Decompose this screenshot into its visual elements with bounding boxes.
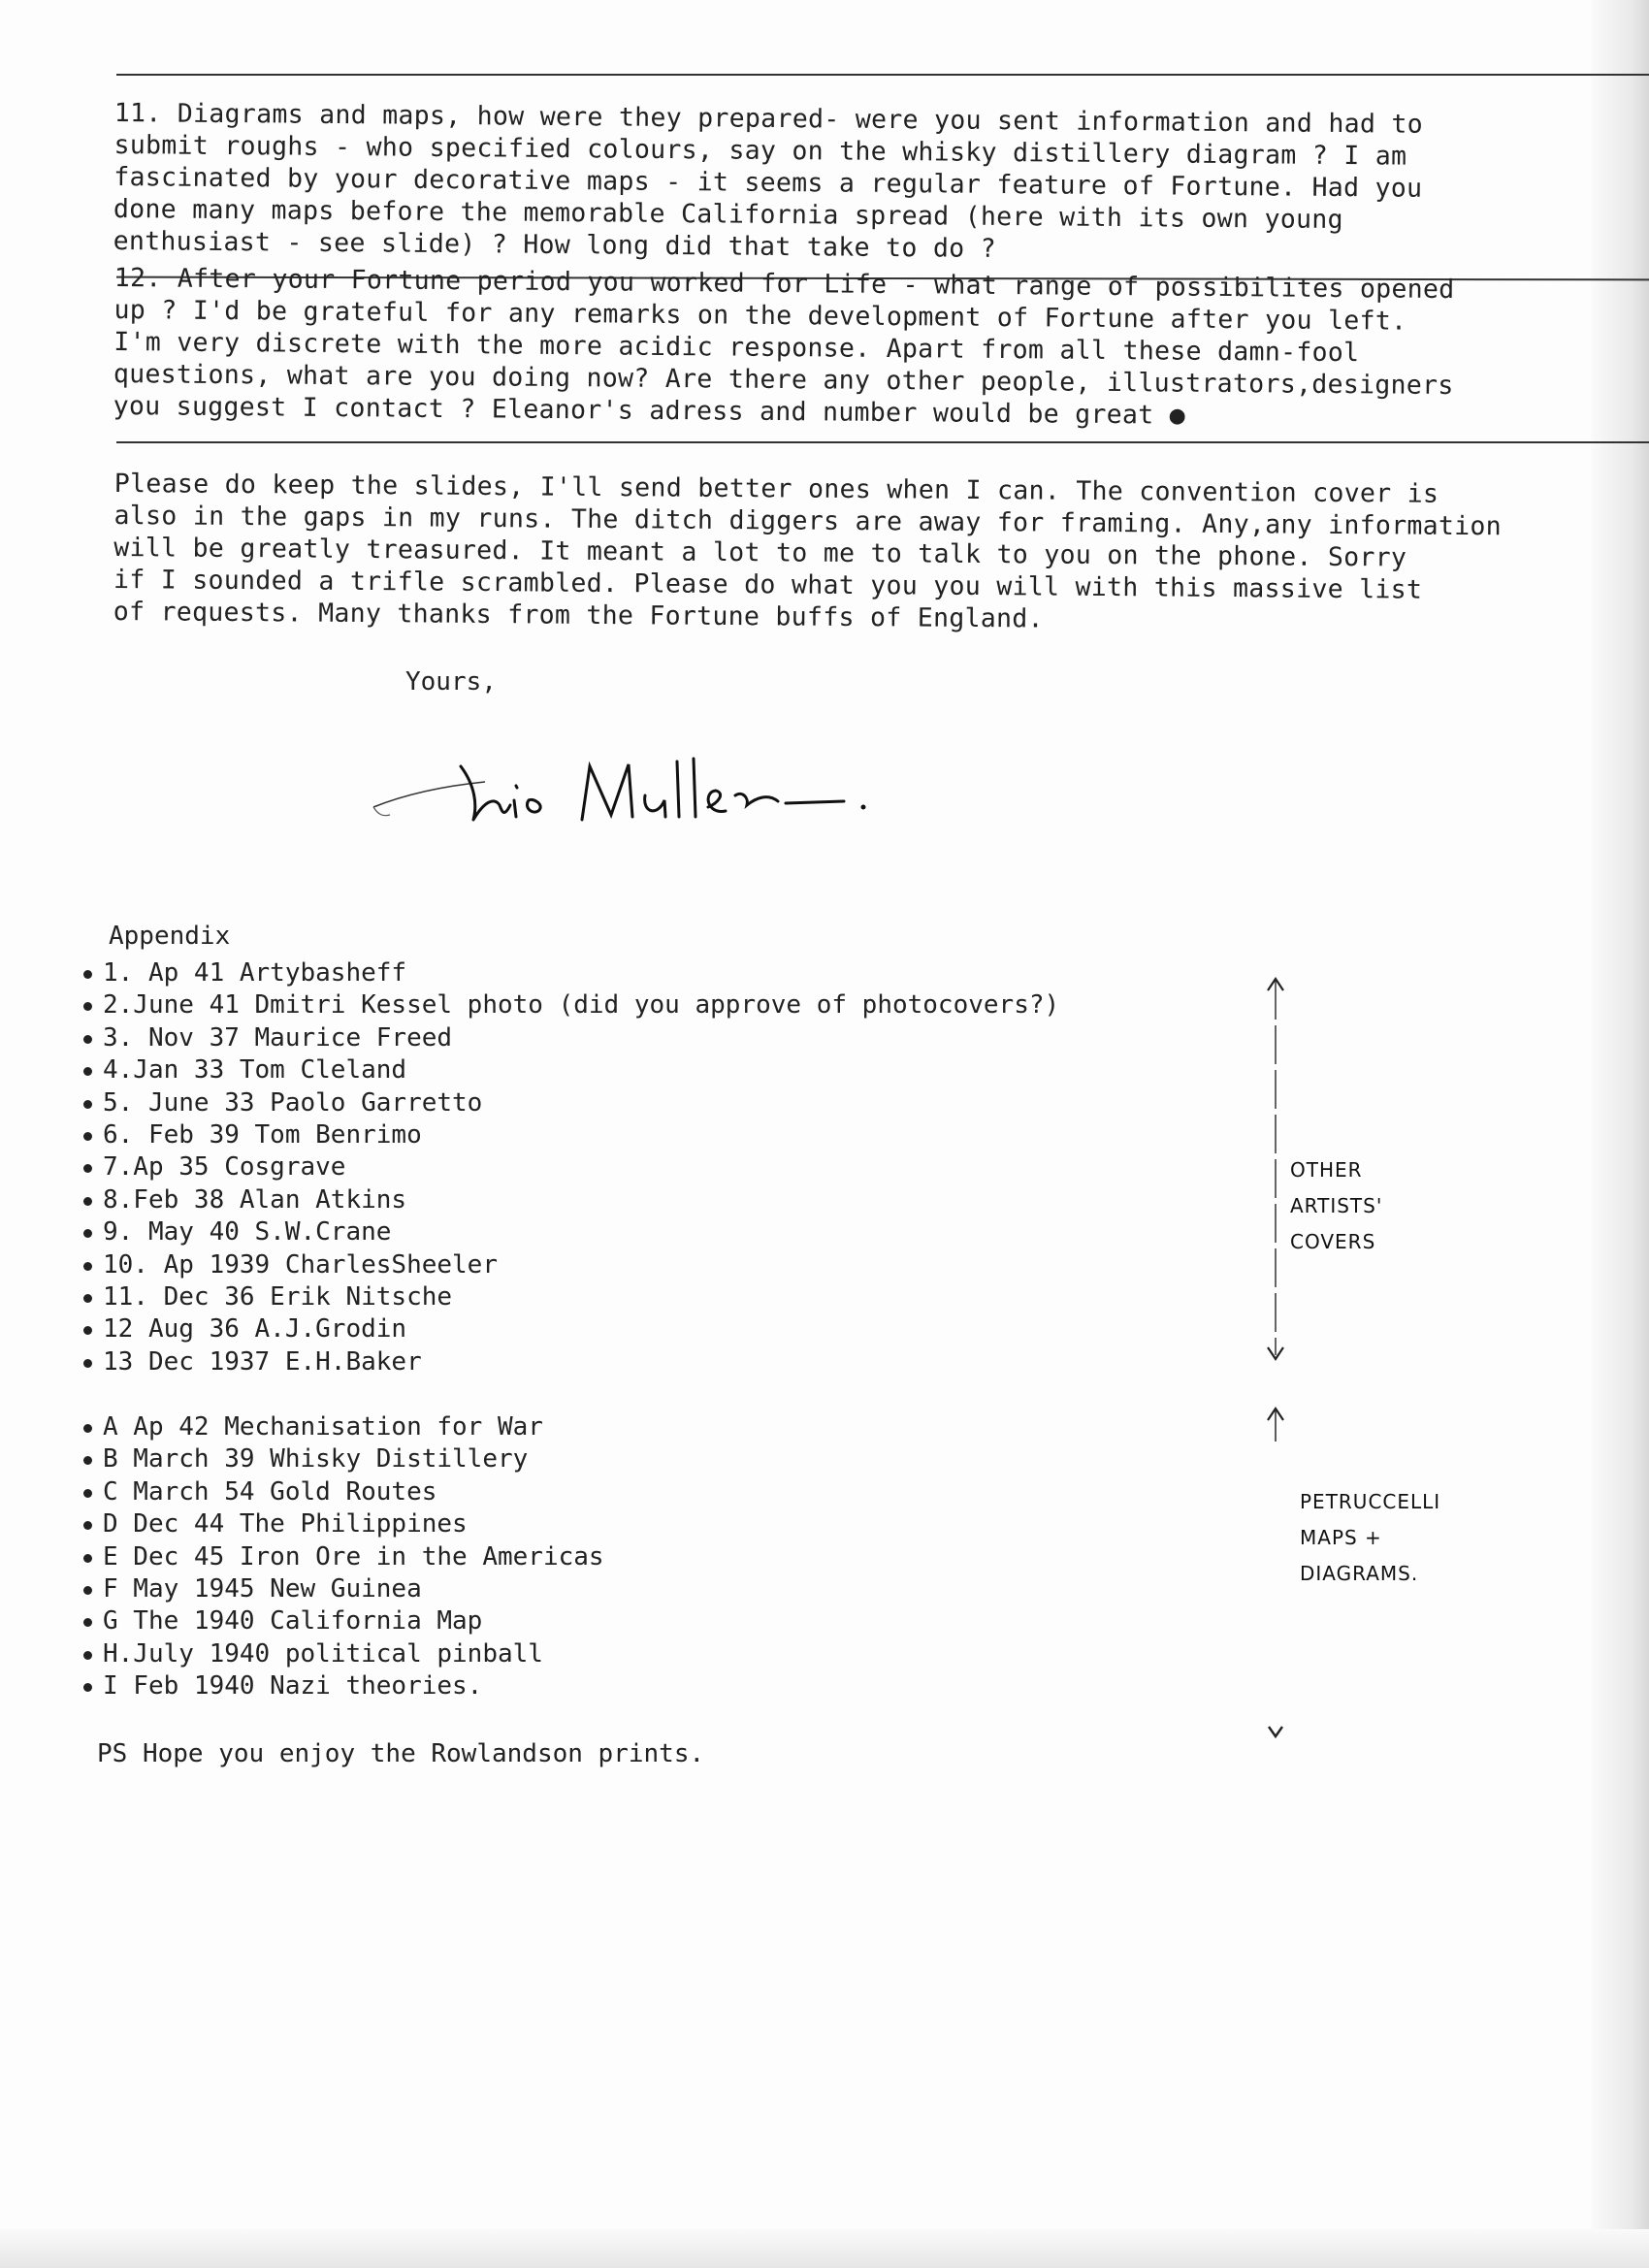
double-arrow-icon	[1261, 975, 1290, 1363]
list-item: A Ap 42 Mechanisation for War	[83, 1411, 604, 1443]
list-item: 1. Ap 41 Artybasheff	[83, 957, 1059, 989]
bullet-icon	[83, 1359, 92, 1368]
list-item: 5. June 33 Paolo Garretto	[83, 1087, 1059, 1119]
bullet-icon	[83, 1262, 92, 1271]
bullet-icon	[83, 970, 92, 979]
maps-list	[83, 1411, 604, 1703]
question-11: 11. Diagrams and maps, how were they prepared- were you sent information and had to submit roughs - who specified colours, say on the whisky distillery diagram ? I am fascinated by your decorative maps - it seems a regular feature of Fortune. Had you done many maps before the memorable California spread (here with its own young enthusiast - see slide) ? How long did that take to do ?	[113, 97, 1424, 264]
bullet-icon	[83, 1424, 92, 1433]
list-item: E Dec 45 Iron Ore in the Americas	[83, 1541, 604, 1573]
appendix-title: Appendix	[109, 922, 231, 951]
bullet-icon	[83, 1002, 92, 1011]
list-item: 3. Nov 37 Maurice Freed	[83, 1022, 1059, 1054]
list-item: 2.June 41 Dmitri Kessel photo (did you approve of photocovers?)	[83, 989, 1059, 1021]
list-item: 8.Feb 38 Alan Atkins	[83, 1184, 1059, 1216]
list-item: 9. May 40 S.W.Crane	[83, 1216, 1059, 1248]
handwritten-label-covers: OTHER ARTISTS' COVERS	[1290, 1158, 1383, 1253]
bullet-icon	[83, 1067, 92, 1076]
bullet-icon	[83, 1651, 92, 1660]
bullet-icon	[83, 1586, 92, 1595]
bullet-icon	[83, 1521, 92, 1530]
list-item: 4.Jan 33 Tom Cleland	[83, 1054, 1059, 1086]
bullet-icon	[83, 1100, 92, 1109]
bullet-icon	[83, 1554, 92, 1563]
bullet-icon	[83, 1456, 92, 1465]
list-item: F May 1945 New Guinea	[83, 1573, 604, 1605]
list-item: 12 Aug 36 A.J.Grodin	[83, 1313, 1059, 1345]
handwritten-label-maps: PETRUCCELLI MAPS + DIAGRAMS.	[1300, 1490, 1441, 1585]
sign-off: Yours,	[405, 667, 497, 697]
list-item: 6. Feb 39 Tom Benrimo	[83, 1119, 1059, 1151]
bullet-icon	[83, 1197, 92, 1206]
closing-paragraph: Please do keep the slides, I'll send better ones when I can. The convention cover is also in the gaps in my runs. The ditch diggers are away for framing. Any,any information will be greatly treasured. It meant a lot to me to talk to you on the phone. Sorry if I sounded a trifle scrambled. Please do what you you will with this massive list of requests. Many thanks from the Fortune buffs of England.	[113, 468, 1503, 634]
list-item: 10. Ap 1939 CharlesSheeler	[83, 1249, 1059, 1281]
list-item: 11. Dec 36 Erik Nitsche	[83, 1281, 1059, 1313]
bullet-icon	[83, 1132, 92, 1141]
list-item: D Dec 44 The Philippines	[83, 1508, 604, 1540]
list-item: C March 54 Gold Routes	[83, 1476, 604, 1508]
bullet-icon	[83, 1229, 92, 1238]
bullet-icon	[83, 1683, 92, 1692]
covers-list	[83, 957, 1059, 1378]
page-bottom-shadow	[0, 2229, 1649, 2268]
list-item: G The 1940 California Map	[83, 1605, 604, 1637]
list-item: 7.Ap 35 Cosgrave	[83, 1151, 1059, 1183]
double-arrow-icon	[1261, 1405, 1290, 1744]
bullet-icon	[83, 1489, 92, 1498]
list-item: 13 Dec 1937 E.H.Baker	[83, 1346, 1059, 1378]
list-item: H.July 1940 political pinball	[83, 1638, 604, 1670]
divider-line	[116, 74, 1649, 76]
question-12: 12. After your Fortune period you worked for Life - what range of possibilites opened up ? I'd be grateful for any remarks on the development of Fortune after you left. I'm very discrete with the more acidic response. Apart from all these damn-fool questions, what are you doing now? Are there any other people, illustrators,designers you suggest I contact ? Eleanor's adress and number would be great ●	[113, 262, 1455, 431]
handwritten-signature	[369, 747, 931, 854]
bullet-icon	[83, 1618, 92, 1627]
bullet-icon	[83, 1294, 92, 1303]
bullet-icon	[83, 1164, 92, 1173]
page-edge-shadow	[1591, 0, 1649, 2268]
postscript: PS Hope you enjoy the Rowlandson prints.	[97, 1739, 705, 1768]
bullet-icon	[83, 1326, 92, 1335]
list-item: B March 39 Whisky Distillery	[83, 1443, 604, 1475]
list-item: I Feb 1940 Nazi theories.	[83, 1670, 604, 1702]
bullet-icon	[83, 1035, 92, 1044]
divider-line	[116, 441, 1649, 443]
